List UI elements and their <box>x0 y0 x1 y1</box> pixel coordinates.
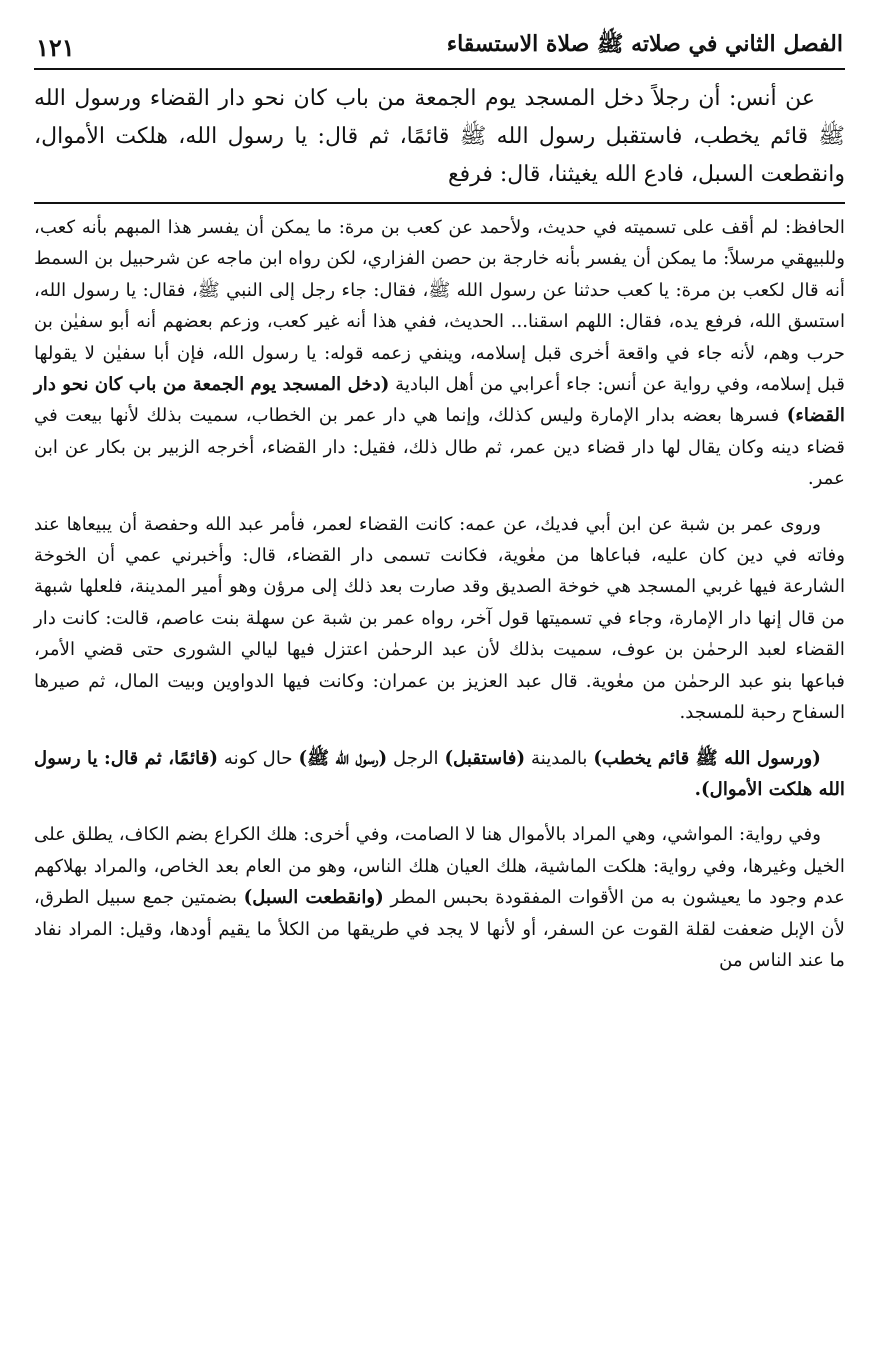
footnote-divider <box>34 202 845 204</box>
quoted-phrase: (فاستقبل) <box>444 747 526 769</box>
commentary-paragraph-1 <box>34 212 845 495</box>
commentary-text: بضمتين جمع سبيل الطرق، لأن الإبل ضعفت لقلة القوت عن السفر، أو لأنها لا يجد في طريقها من الكلأ ما يقيم أودها، وقيل: المراد نفاد ما عند الناس من <box>34 887 845 971</box>
quoted-phrase: (وانقطعت السبل) <box>243 887 384 909</box>
commentary-text: الحافظ: لم أقف على تسميته في حديث، ولأحمد عن كعب بن مرة: ما يمكن أن يفسر هذا المبهم بأنه كعب، وللبيهقي مرسلاً: ما يمكن أن يفسر بأنه خارجة بن حصن الفزاري، لكن رواه ابن ماجه عن شرحبيل بن السمط أنه قال لكعب بن مرة: يا كعب حدثنا عن رسول الله ﷺ، فقال: جاء رجل إلى النبي ﷺ، فقال: يا رسول الله، استسق الله، فرفع يده، فقال: اللهم اسقنا... الحديث، ففي هذا أنه غير كعب، وزعم بعضهم أنه أبو سفيٰن بن حرب وهم، لأنه جاء في واقعة أخرى قبل إسلامه، وينفي زعمه قوله: يا رسول الله، فإن أبا سفيٰن لا يقولها قبل إسلامه، وفي رواية عن أنس: جاء أعرابي من أهل البادية <box>34 217 845 396</box>
commentary-paragraph-2: وروى عمر بن شبة عن ابن أبي فديك، عن عمه: كانت القضاء لعمر، فأمر عبد الله وحفصة أن يبيعاها عند وفاته في دين كان عليه، فباعاها من معٰوية، فكانت تسمى دار القضاء، قال: وأخبرني عمي أن الخوخة الشارعة فيها غربي المسجد هي خوخة الصديق وقد صارت بعد ذلك إلى مرؤن وهو أمير المدينة، فلعلها شبهة من قال إنها دار الإمارة، وجاء في تسميتها قول آخر، رواه عمر بن شبة عن سهلة بنت عاصم، قالت: كانت دار القضاء لعبد الرحمٰن بن عوف، سميت بذلك لأن عبد الرحمٰن اعتزل فيها ليالي الشورى حتى قضي الأمر، فباعها بنو عبد الرحمٰن من معٰوية. قال عبد العزيز بن عمران: وكانت فيها الدواوين وبيت المال، ثم صيرها السفاح رحبة للمسجد. <box>34 513 845 724</box>
commentary-text: بالمدينة <box>530 747 588 769</box>
commentary-text: وفي رواية: المواشي، وهي المراد بالأموال هنا لا الصامت، وفي أخرى: هلك الكراع بضم الكاف، يطلق على الخيل وغيرها، وفي رواية: هلكت الماشية، هلك العيان هلك الناس، وهو من العام بعد الخاص، والمراد بهلاكهم عدم وجود ما يعيشون به من الأقوات المفقودة بحبس المطر <box>34 824 845 909</box>
quoted-phrase: (دخل المسجد يوم الجمعة من باب كان نحو دار القضاء) <box>34 374 845 427</box>
quoted-phrase: (رسول الله ﷺ) <box>298 747 388 769</box>
commentary-text: حال كونه <box>223 747 293 769</box>
hadith-text: عن أنس: أن رجلاً دخل المسجد يوم الجمعة من باب كان نحو دار القضاء ورسول الله ﷺ قائم يخطب، فاستقبل رسول الله ﷺ قائمًا، ثم قال: يا رسول الله، هلكت الأموال، وانقطعت السبل، فادع الله يغيثنا، قال: فرفع <box>34 86 845 187</box>
commentary-paragraph-3 <box>34 743 845 806</box>
page-number: ١٢١ <box>36 33 75 62</box>
commentary-text: فسرها بعضه بدار الإمارة وليس كذلك، وإنما هي دار عمر بن الخطاب، سميت بذلك لأنها بيعت في قضاء دينه وكان يقال لها دار قضاء دين عمر، ثم طال ذلك، فقيل: دار القضاء، أخرجه الزبير بن بكار عن ابن عمر. <box>34 405 845 490</box>
commentary-paragraph-4 <box>34 819 845 976</box>
quoted-phrase: (قائمًا، ثم قال: يا رسول الله هلكت الأموال). <box>34 747 845 800</box>
commentary-text: الرجل <box>392 747 439 769</box>
quoted-phrase: (ورسول الله ﷺ قائم يخطب) <box>593 747 821 769</box>
chapter-title: الفصل الثاني في صلاته ﷺ صلاة الاستسقاء <box>446 31 843 57</box>
page-header <box>34 30 845 70</box>
